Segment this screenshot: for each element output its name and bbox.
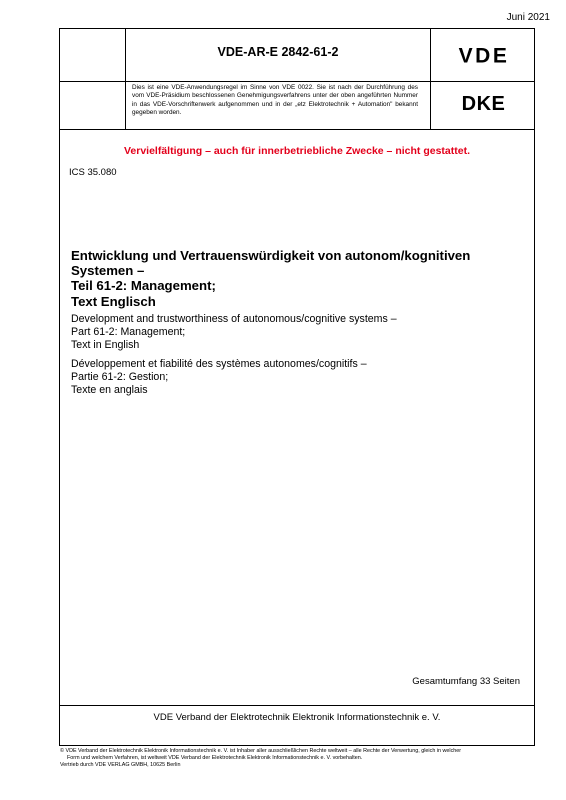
ics-code: ICS 35.080: [69, 167, 117, 178]
title-french-line: Texte en anglais: [71, 384, 148, 396]
vde-logo-icon: [449, 44, 519, 66]
copyright-footer: [60, 748, 530, 770]
title-german-line: Entwicklung und Vertrauenswürdigkeit von autonom/kognitiven: [71, 248, 471, 263]
title-german: [71, 248, 511, 309]
title-german-line: Teil 61-2: Management;: [71, 278, 216, 294]
reproduction-notice: Vervielfältigung – auch für innerbetriebliche Zwecke – nicht gestattet.: [123, 145, 470, 157]
title-english: [71, 313, 511, 352]
publisher-name: VDE Verband der Elektrotechnik Elektronik Informationstechnik e. V.: [153, 712, 441, 723]
distribution-line: Vertrieb durch VDE VERLAG GMBH, 10625 Berlin: [60, 762, 181, 769]
cover-frame: [59, 28, 535, 746]
svg-text:VDE: VDE: [458, 44, 509, 66]
title-german-line: Systemen –: [71, 263, 145, 279]
vde-logo: [431, 37, 536, 73]
title-english-line: Development and trustworthiness of autonomous/cognitive systems –: [71, 313, 397, 325]
frame-divider-notice: [60, 129, 534, 130]
title-french-line: Développement et fiabilité des systèmes autonomes/cognitifs –: [71, 358, 367, 370]
frame-divider-footer: [60, 705, 534, 706]
frame-divider-header: [60, 81, 534, 82]
frame-divider-left: [125, 29, 126, 129]
title-english-line: Part 61-2: Management;: [71, 326, 186, 338]
copyright-line: © VDE Verband der Elektrotechnik Elektronik Informationstechnik e. V. ist Inhaber aller ausschließlichen Rechte weltweit – alle Rechte der Verwertung, gleich in welcher: [60, 748, 462, 754]
publication-date: Juni 2021: [506, 12, 550, 23]
page-count: Gesamtumfang 33 Seiten: [412, 676, 520, 687]
title-french-line: Partie 61-2: Gestion;: [71, 371, 169, 383]
title-french: [71, 358, 511, 397]
title-german-line: Text Englisch: [71, 293, 156, 309]
title-english-line: Text in English: [71, 339, 140, 351]
copyright-line: Form und welchem Verfahren, ist weltweit VDE Verband der Elektrotechnik Elektronik Informationstechnik e. V. vorbehalten.: [67, 755, 363, 762]
dke-label: DKE: [461, 93, 506, 115]
document-number: VDE-AR-E 2842-61-2: [217, 45, 339, 59]
approval-notice: Dies ist eine VDE-Anwendungsregel im Sinne von VDE 0022. Sie ist nach der Durchführung des vom VDE-Präsidium beschlossenen Genehmigungsverfahrens unter der oben angeführten Nummer in das VDE-Vorschriftenwerk aufgenommen und in der „etz Elektrotechnik + Automation" bekannt gegeben worden.: [132, 84, 418, 117]
